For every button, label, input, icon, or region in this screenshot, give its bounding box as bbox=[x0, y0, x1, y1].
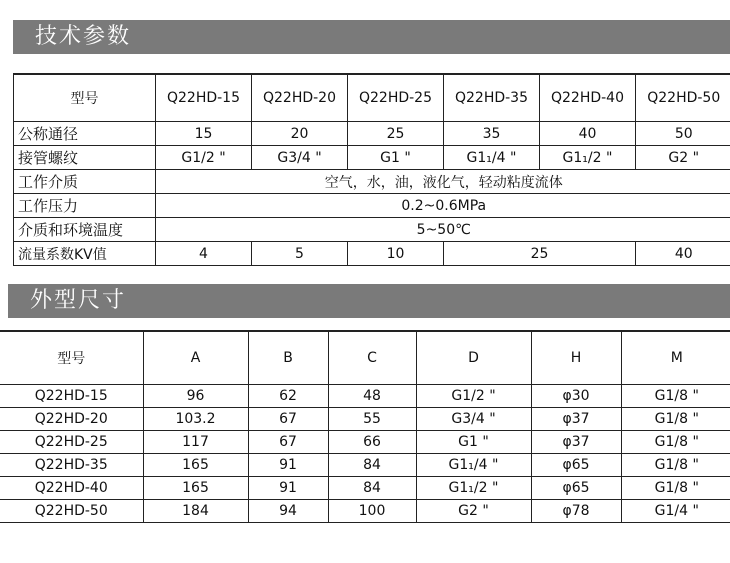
cell: 62 bbox=[248, 385, 328, 408]
dims-header-cell: 型号 bbox=[0, 331, 143, 385]
cell: 103.2 bbox=[143, 408, 248, 431]
cell: 50 bbox=[636, 122, 730, 146]
cell: G1₁/2 " bbox=[416, 477, 531, 500]
cell: G1/8 " bbox=[621, 385, 730, 408]
cell: 84 bbox=[328, 454, 416, 477]
cell: G1 " bbox=[348, 146, 444, 170]
cell: 48 bbox=[328, 385, 416, 408]
cell: Q22HD-20 bbox=[0, 408, 143, 431]
cell: G1₁/2 " bbox=[540, 146, 636, 170]
cell: G1 " bbox=[416, 431, 531, 454]
nominal-row bbox=[14, 122, 730, 146]
cell: 91 bbox=[248, 477, 328, 500]
thread-row bbox=[14, 146, 730, 170]
tech-header-cell: Q22HD-50 bbox=[636, 74, 730, 122]
table-row bbox=[0, 431, 730, 454]
cell: G1₁/4 " bbox=[444, 146, 540, 170]
cell: G1/4 " bbox=[621, 500, 730, 523]
cell: 165 bbox=[143, 454, 248, 477]
cell: G3/4 " bbox=[252, 146, 348, 170]
cell: 117 bbox=[143, 431, 248, 454]
cell: 66 bbox=[328, 431, 416, 454]
dims-header-cell: A bbox=[143, 331, 248, 385]
cell: Q22HD-15 bbox=[0, 385, 143, 408]
cell: 0.2~0.6MPa bbox=[156, 194, 730, 218]
table-row bbox=[0, 408, 730, 431]
cell: 100 bbox=[328, 500, 416, 523]
cell: 5 bbox=[252, 242, 348, 266]
cell: 25 bbox=[444, 242, 636, 266]
dims-section-title: 外型尺寸 bbox=[8, 284, 730, 318]
cell: G1/8 " bbox=[621, 477, 730, 500]
cell: G1/2 " bbox=[416, 385, 531, 408]
cell: Q22HD-25 bbox=[0, 431, 143, 454]
cell: 15 bbox=[156, 122, 252, 146]
cell: 165 bbox=[143, 477, 248, 500]
kv-row bbox=[14, 242, 730, 266]
pressure-row bbox=[14, 194, 730, 218]
cell: φ78 bbox=[531, 500, 621, 523]
cell: 55 bbox=[328, 408, 416, 431]
cell: G1/8 " bbox=[621, 408, 730, 431]
cell: 96 bbox=[143, 385, 248, 408]
cell: G1/8 " bbox=[621, 431, 730, 454]
row-label: 介质和环境温度 bbox=[14, 218, 156, 242]
table-row bbox=[0, 477, 730, 500]
cell: G1/2 " bbox=[156, 146, 252, 170]
cell: 5~50℃ bbox=[156, 218, 730, 242]
medium-row bbox=[14, 170, 730, 194]
cell: φ37 bbox=[531, 408, 621, 431]
cell: 67 bbox=[248, 408, 328, 431]
temperature-row bbox=[14, 218, 730, 242]
row-label: 流量系数KV值 bbox=[14, 242, 156, 266]
tech-header-cell: Q22HD-40 bbox=[540, 74, 636, 122]
dims-header-cell: D bbox=[416, 331, 531, 385]
cell: φ65 bbox=[531, 477, 621, 500]
table-row bbox=[0, 500, 730, 523]
cell: Q22HD-50 bbox=[0, 500, 143, 523]
tech-header-cell: Q22HD-35 bbox=[444, 74, 540, 122]
cell: G3/4 " bbox=[416, 408, 531, 431]
dims-header-cell: H bbox=[531, 331, 621, 385]
cell: 94 bbox=[248, 500, 328, 523]
table-row bbox=[0, 454, 730, 477]
tech-params-table bbox=[13, 73, 730, 266]
cell: 84 bbox=[328, 477, 416, 500]
tech-header-cell: Q22HD-20 bbox=[252, 74, 348, 122]
cell: 空气，水，油，液化气，轻动粘度流体 bbox=[156, 170, 730, 194]
cell: 20 bbox=[252, 122, 348, 146]
cell: G1/8 " bbox=[621, 454, 730, 477]
dims-header-row bbox=[0, 331, 730, 385]
cell: 40 bbox=[540, 122, 636, 146]
cell: 184 bbox=[143, 500, 248, 523]
row-label: 工作压力 bbox=[14, 194, 156, 218]
tech-section-title: 技术参数 bbox=[13, 20, 730, 54]
dims-header-cell: B bbox=[248, 331, 328, 385]
row-label: 工作介质 bbox=[14, 170, 156, 194]
row-label: 公称通径 bbox=[14, 122, 156, 146]
tech-header-cell: Q22HD-15 bbox=[156, 74, 252, 122]
cell: 67 bbox=[248, 431, 328, 454]
tech-header-cell: Q22HD-25 bbox=[348, 74, 444, 122]
cell: G2 " bbox=[416, 500, 531, 523]
dimensions-table bbox=[0, 330, 730, 523]
cell: φ65 bbox=[531, 454, 621, 477]
tech-header-row bbox=[14, 74, 730, 122]
row-label: 接管螺纹 bbox=[14, 146, 156, 170]
table-row bbox=[0, 385, 730, 408]
cell: 40 bbox=[636, 242, 730, 266]
cell: 4 bbox=[156, 242, 252, 266]
dims-header-cell: C bbox=[328, 331, 416, 385]
cell: Q22HD-40 bbox=[0, 477, 143, 500]
cell: 35 bbox=[444, 122, 540, 146]
cell: 25 bbox=[348, 122, 444, 146]
cell: Q22HD-35 bbox=[0, 454, 143, 477]
dims-header-cell: M bbox=[621, 331, 730, 385]
cell: φ30 bbox=[531, 385, 621, 408]
cell: G2 " bbox=[636, 146, 730, 170]
cell: 91 bbox=[248, 454, 328, 477]
cell: φ37 bbox=[531, 431, 621, 454]
cell: G1₁/4 " bbox=[416, 454, 531, 477]
tech-header-cell: 型号 bbox=[14, 74, 156, 122]
cell: 10 bbox=[348, 242, 444, 266]
